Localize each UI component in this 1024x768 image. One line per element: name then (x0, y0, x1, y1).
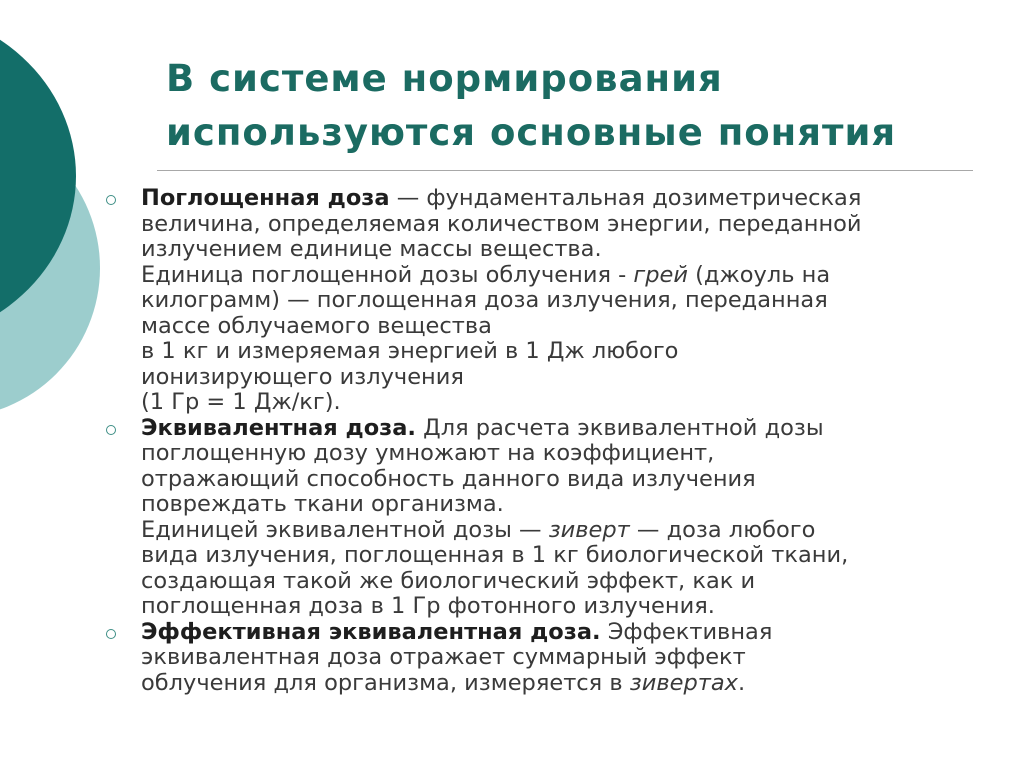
slide-title-line-2: используются основные понятия (166, 111, 897, 154)
term-equivalent-dose: Эквивалентная доза. (141, 414, 416, 441)
circle-bullet-icon (106, 425, 116, 435)
unit-gray: грей (633, 261, 688, 288)
text-line: величина, определяемая количеством энергии, переданной (141, 210, 862, 237)
text-line: массе облучаемого вещества (141, 312, 492, 339)
text-line: поглощенную дозу умножают на коэффициент, (141, 440, 715, 466)
text-line: поглощенная доза в 1 Гр фотонного излучения. (141, 593, 715, 619)
bullet-equivalent-dose (141, 416, 1001, 620)
text-line (141, 671, 1001, 697)
text-line: в 1 кг и измеряемая энергией в 1 Дж любого (141, 338, 679, 364)
text-line: повреждать ткани организма. (141, 491, 504, 517)
text-line (141, 186, 1001, 212)
unit-sieverts: зивертах (629, 669, 738, 696)
text-fragment: Единицей эквивалентной дозы — (141, 516, 549, 543)
slide-title (166, 52, 896, 160)
bullet-absorbed-dose (141, 186, 1001, 416)
text-line: эквивалентная доза отражает суммарный эффект (141, 644, 746, 670)
text-fragment: (джоуль на (687, 261, 831, 288)
circle-bullet-icon (106, 629, 116, 639)
text-fragment: облучения для организма, измеряется в (141, 669, 630, 696)
title-divider (157, 170, 973, 171)
circle-bullet-icon (106, 195, 116, 205)
text-line (141, 518, 1001, 544)
text-line: килограмм) — поглощенная доза излучения, переданная (141, 287, 828, 313)
text-line (141, 620, 1001, 646)
text-line: создающая такой же биологический эффект, как и (141, 567, 756, 594)
text-line: вида излучения, поглощенная в 1 кг биологической ткани, (141, 542, 849, 568)
term-effective-dose: Эффективная эквивалентная доза. (141, 618, 601, 645)
slide-title-line-1: В системе нормирования (166, 57, 723, 100)
text-fragment: Единица поглощенной дозы облучения - (141, 261, 634, 288)
text-fragment: Для расчета эквивалентной дозы (415, 414, 824, 441)
text-fragment: — доза любого (629, 516, 816, 543)
text-fragment: . (737, 669, 746, 696)
text-line: ионизирующего излучения (141, 363, 464, 390)
text-line: (1 Гр = 1 Дж/кг). (141, 389, 341, 415)
text-fragment: — фундаментальная дозиметрическая (389, 185, 862, 211)
bullet-list (141, 186, 1001, 696)
text-line: излучением единице массы вещества. (141, 236, 602, 262)
text-line: отражающий способность данного вида излучения (141, 465, 756, 492)
text-line (141, 263, 1001, 289)
bullet-effective-dose (141, 620, 1001, 697)
text-fragment: Эффективная (600, 618, 773, 645)
unit-sievert: зиверт (548, 516, 630, 543)
text-line (141, 416, 1001, 442)
term-absorbed-dose: Поглощенная доза (141, 185, 390, 211)
